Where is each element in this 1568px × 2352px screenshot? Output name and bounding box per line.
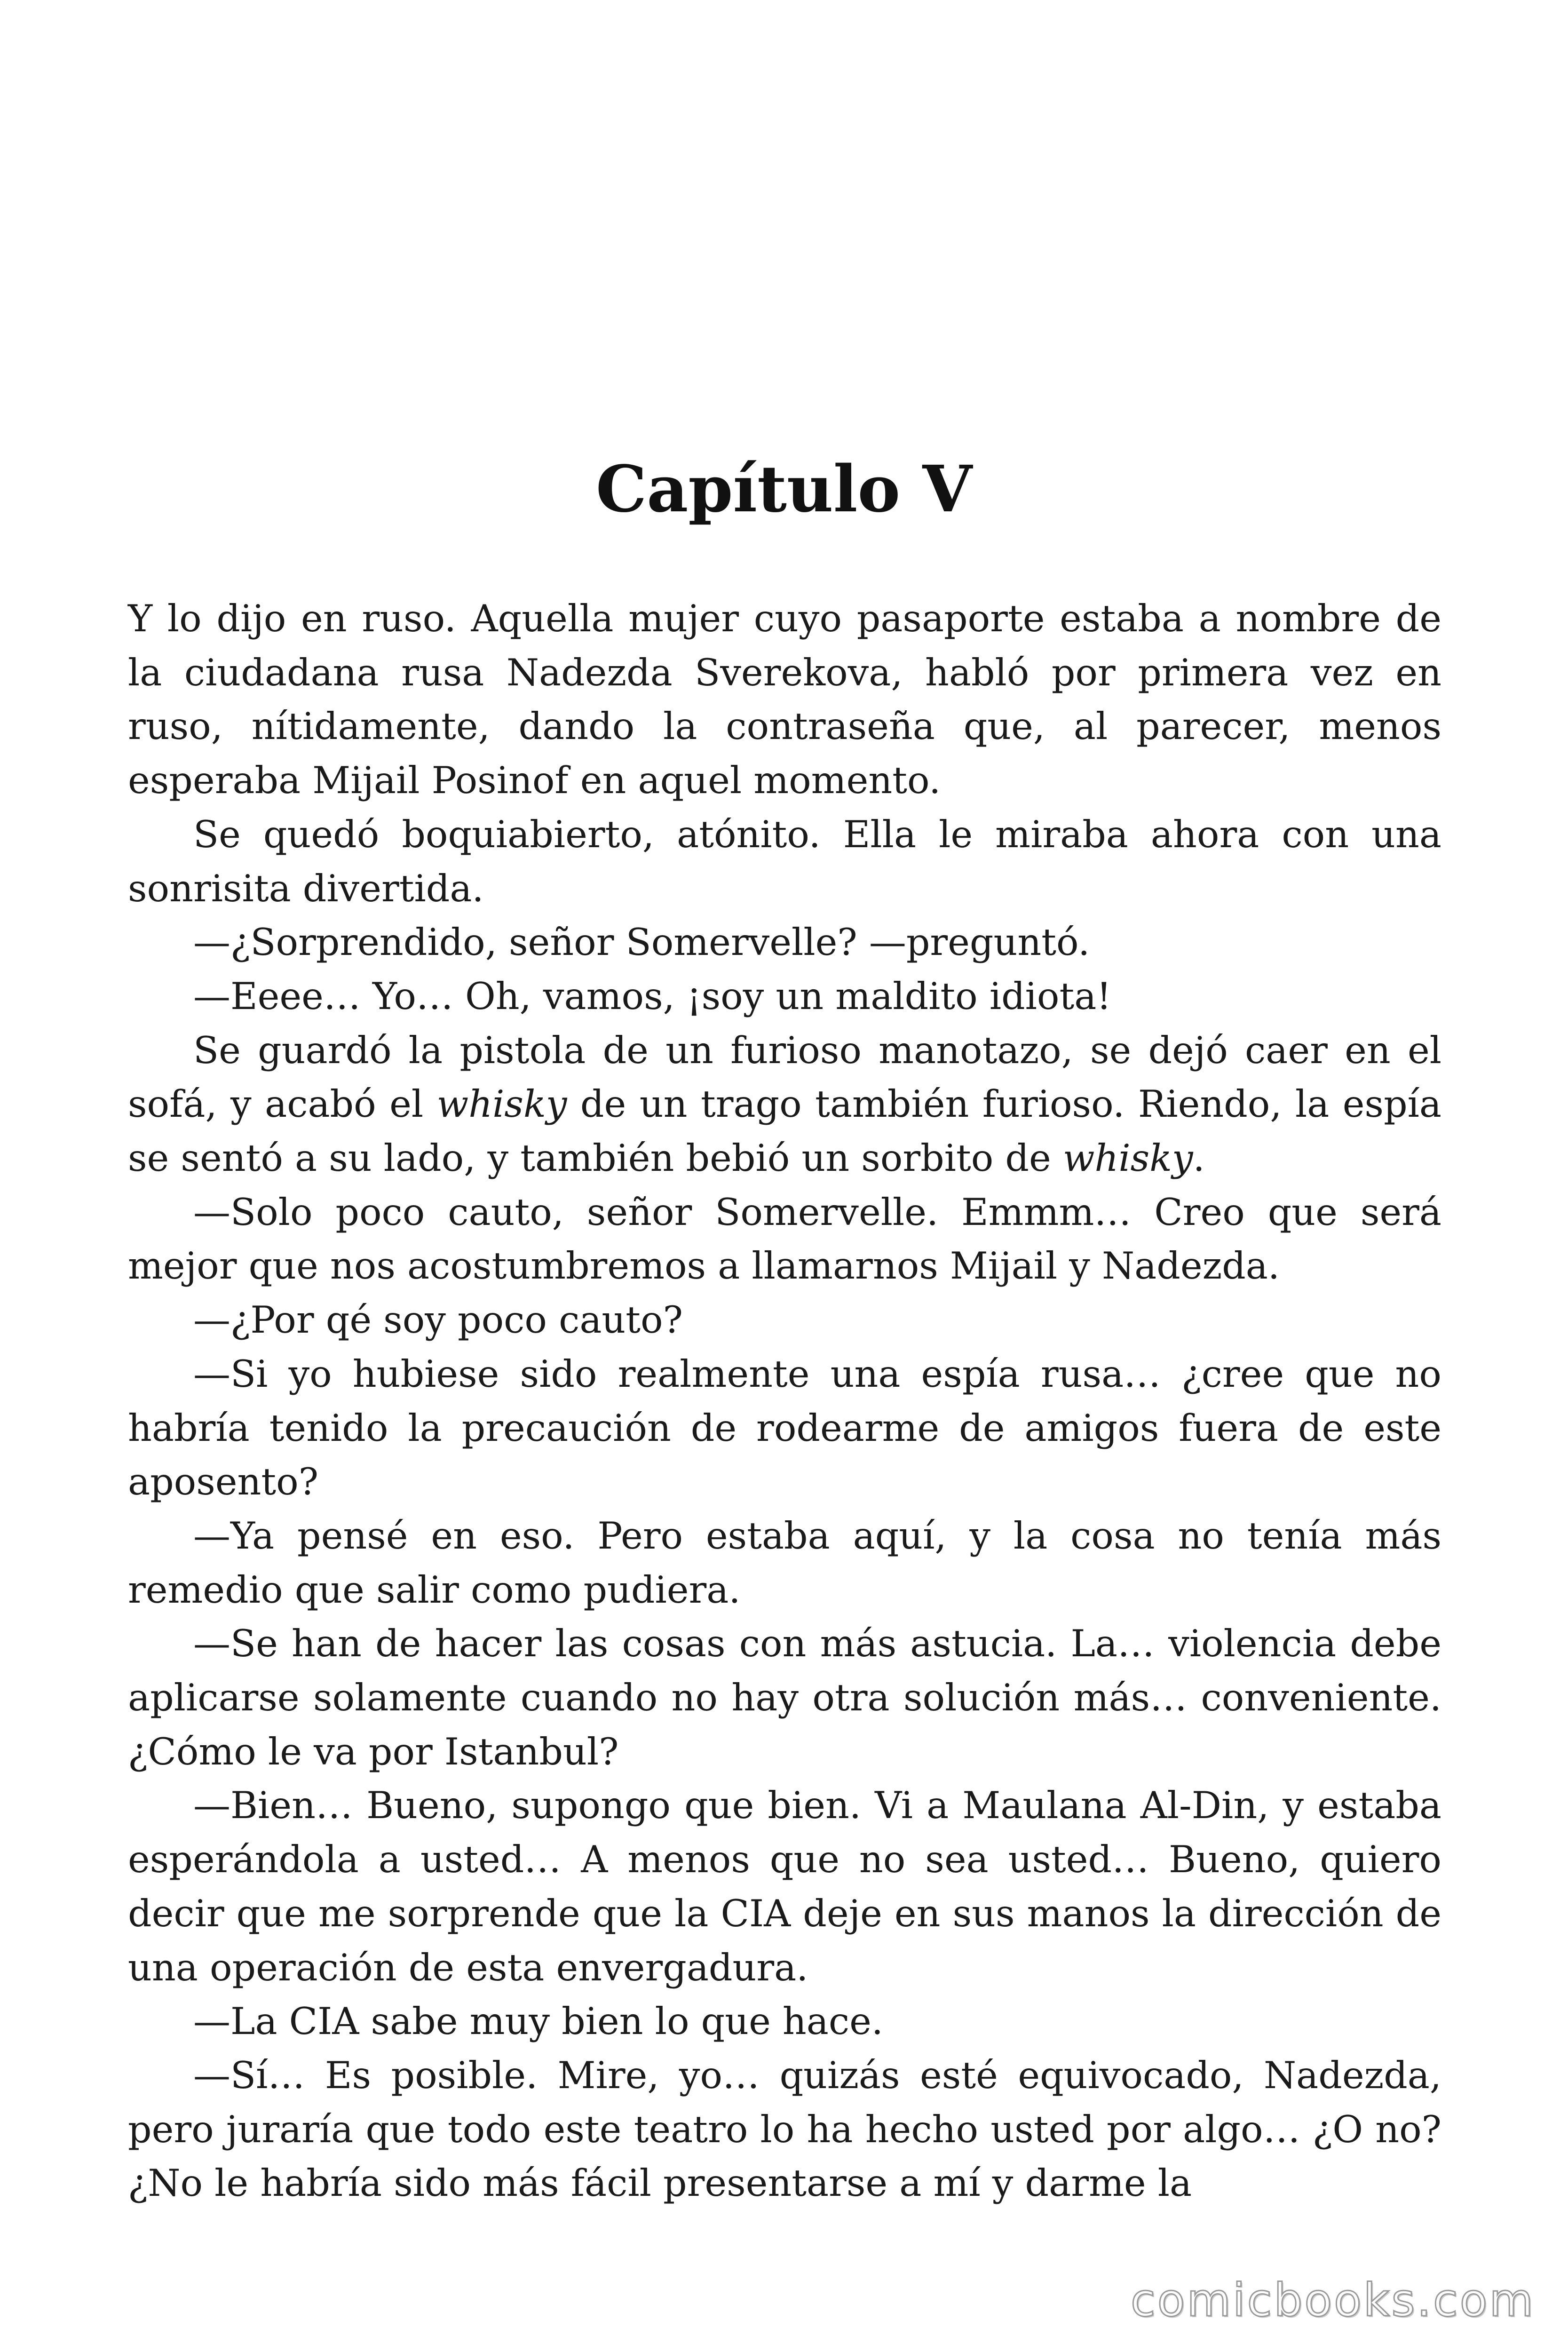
paragraph-text: . [1193,1136,1205,1180]
paragraph [128,969,1441,1024]
paragraph [128,1509,1441,1617]
paragraph-text: —Sí… Es posible. Mire, yo… quizás esté equivocado, Nadezda, pero juraría que todo este teatro lo ha hecho usted por algo… ¿O no? ¿No le habría sido más fácil presentarse a mí y darme la [128,2053,1441,2205]
paragraph-text: Se guardó la pistola de un furioso manotazo, se dejó caer en el sofá, y acabó el [128,1028,1441,1126]
paragraph-text: —Ya pensé en eso. Pero estaba aquí, y la cosa no tenía más remedio que salir como pudiera. [128,1514,1441,1612]
paragraph-text: —La CIA sabe muy bien lo que hace. [193,2000,884,2043]
chapter-title: Capítulo V [595,452,973,527]
paragraph-text: de un trago también furioso. Riendo, la espía se sentó a su lado, y también bebió un sorbito de [128,1082,1442,1180]
chapter-body [128,592,1441,2210]
paragraph-text: Y lo dijo en ruso. Aquella mujer cuyo pasaporte estaba a nombre de la ciudadana rusa Nadezda Sverekova, habló por primera vez en ruso, nítidamente, dando la contraseña que, al parecer, menos esperaba Mijail Posinof en aquel momento. [128,597,1441,803]
italic-text: whisky [1062,1136,1193,1180]
paragraph [128,915,1441,969]
paragraph-text: —Se han de hacer las cosas con más astucia. La… violencia debe aplicarse solamente cuando no hay otra solución más… conveniente. ¿Cómo le va por Istanbul? [128,1622,1441,1773]
paragraph [128,1617,1441,1779]
paragraph [128,592,1441,808]
paragraph [128,1347,1441,1509]
paragraph [128,1293,1441,1347]
paragraph-text: —Bien… Bueno, supongo que bien. Vi a Maulana Al-Din, y estaba esperándola a usted… A menos que no sea usted… Bueno, quiero decir que me sorprende que la CIA deje en sus manos la dirección de una operación de esta envergadura. [128,1784,1441,1989]
paragraph [128,1994,1441,2049]
paragraph [128,1024,1441,1185]
paragraph-text: —Solo poco cauto, señor Somervelle. Emmm… Creo que será mejor que nos acostumbremos a llamarnos Mijail y Nadezda. [128,1190,1441,1288]
italic-text: whisky [436,1082,567,1126]
watermark-logo: comicbooks.com [1130,2274,1535,2327]
paragraph-text: —Eeee… Yo… Oh, vamos, ¡soy un maldito idiota! [193,974,1112,1018]
paragraph-text: —¿Sorprendido, señor Somervelle? —preguntó. [193,921,1090,964]
paragraph [128,2049,1441,2210]
paragraph-text: —¿Por qé soy poco cauto? [193,1298,683,1342]
paragraph-text: Se quedó boquiabierto, atónito. Ella le miraba ahora con una sonrisita divertida. [128,812,1441,910]
paragraph [128,808,1441,915]
paragraph [128,1185,1441,1293]
paragraph [128,1779,1441,1994]
paragraph-text: —Si yo hubiese sido realmente una espía rusa… ¿cree que no habría tenido la precaución de rodearme de amigos fuera de este aposento? [128,1352,1441,1504]
